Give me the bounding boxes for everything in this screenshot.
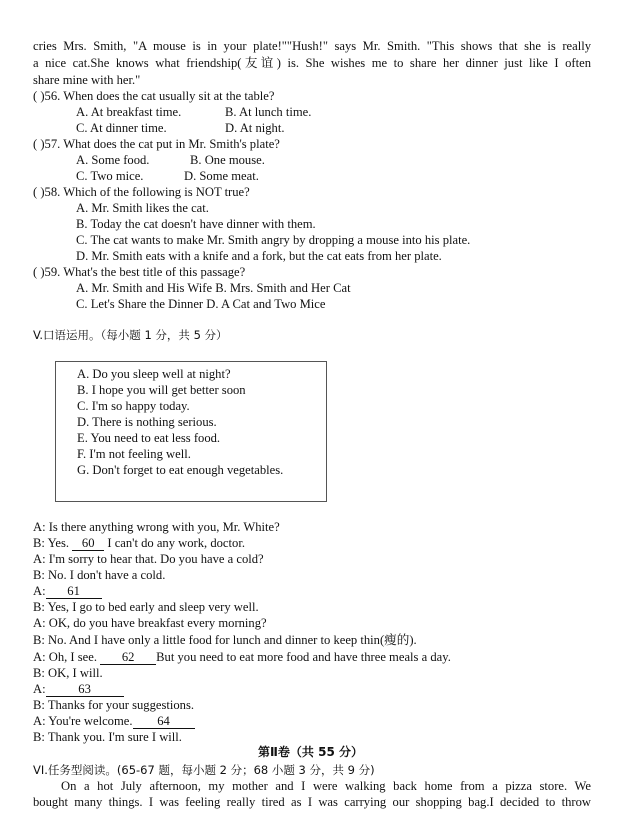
option: C. The cat wants to make Mr. Smith angry by dropping a mouse into his plate. (76, 233, 471, 247)
dialogue-line: A: 61 (33, 583, 102, 599)
dialogue-line: B: Yes. 60 I can't do any work, doctor. (33, 536, 245, 550)
option: B. Today the cat doesn't have dinner with them. (76, 217, 316, 231)
dialogue-line: A: You're welcome. 64 (33, 713, 195, 729)
passage-line: a nice cat.She knows what friendship(友谊) is. She wishes me to share her dinner just like I often (33, 56, 591, 70)
question-57: ( )57. What does the cat put in Mr. Smith's plate? (33, 137, 280, 151)
options-box (55, 361, 327, 502)
dialogue-line: A: OK, do you have breakfast every morning? (33, 616, 267, 630)
box-option: G. Don't forget to eat enough vegetables. (77, 463, 284, 477)
option: A. At breakfast time. (76, 105, 182, 119)
blank-64: 64 (133, 714, 195, 729)
dialogue-line: A: Oh, I see. 62 But you need to eat more food and have three meals a day. (33, 650, 451, 664)
blank-60: 60 (72, 536, 104, 551)
dialogue-line: B: No. And I have only a little food for lunch and dinner to keep thin(瘦的). (33, 633, 417, 647)
blank-63: 63 (46, 682, 124, 697)
passage-line: share mine with her." (33, 73, 141, 87)
option: B. At lunch time. (225, 105, 312, 119)
section-title: VI.任务型阅读。(65-67 题，每小题 2 分；68 小题 3 分，共 9 分) (33, 763, 375, 777)
question-56: ( )56. When does the cat usually sit at the table? (33, 89, 275, 103)
box-option: A. Do you sleep well at night? (77, 367, 231, 381)
passage-line: bought many things. I was feeling really tired as I was carrying our shopping bag.I decided to throw (33, 795, 591, 809)
option: A. Mr. Smith and His Wife B. Mrs. Smith and Her Cat (76, 281, 351, 295)
option: C. At dinner time. (76, 121, 167, 135)
option: D. Some meat. (184, 169, 259, 183)
option: C. Two mice. (76, 169, 144, 183)
option: B. One mouse. (190, 153, 265, 167)
dialogue-line: B: Thanks for your suggestions. (33, 698, 195, 712)
dialogue-line: A: Is there anything wrong with you, Mr. White? (33, 520, 280, 534)
box-option: D. There is nothing serious. (77, 415, 217, 429)
dialogue-line: A: I'm sorry to hear that. Do you have a cold? (33, 552, 264, 566)
option: A. Some food. (76, 153, 150, 167)
option: D. Mr. Smith eats with a knife and a fork, but the cat eats from her plate. (76, 249, 442, 263)
blank-62: 62 (100, 650, 156, 665)
box-option: F. I'm not feeling well. (77, 447, 191, 461)
box-option: E. You need to eat less food. (77, 431, 221, 445)
box-option: B. I hope you will get better soon (77, 383, 246, 397)
dialogue-line: B: Thank you. I'm sure I will. (33, 730, 182, 744)
dialogue-line: B: OK, I will. (33, 666, 103, 680)
option: C. Let's Share the Dinner D. A Cat and Two Mice (76, 297, 326, 311)
dialogue-line: A: 63 (33, 681, 124, 697)
box-option: C. I'm so happy today. (77, 399, 190, 413)
dialogue-line: B: Yes, I go to bed early and sleep very well. (33, 600, 259, 614)
question-58: ( )58. Which of the following is NOT true? (33, 185, 250, 199)
question-59: ( )59. What's the best title of this passage? (33, 265, 246, 279)
passage-line: On a hot July afternoon, my mother and I were walking back home from a pizza store. We (61, 779, 591, 793)
passage-line: cries Mrs. Smith, "A mouse is in your plate!""Hush!" says Mr. Smith. "This shows that she is really (33, 39, 591, 53)
blank-61: 61 (46, 584, 102, 599)
option: D. At night. (225, 121, 285, 135)
part-heading: 第Ⅱ卷（共 55 分） (258, 745, 363, 759)
dialogue-line: B: No. I don't have a cold. (33, 568, 166, 582)
option: A. Mr. Smith likes the cat. (76, 201, 209, 215)
section-title: V.口语运用。（每小题 1 分，共 5 分） (33, 328, 228, 342)
